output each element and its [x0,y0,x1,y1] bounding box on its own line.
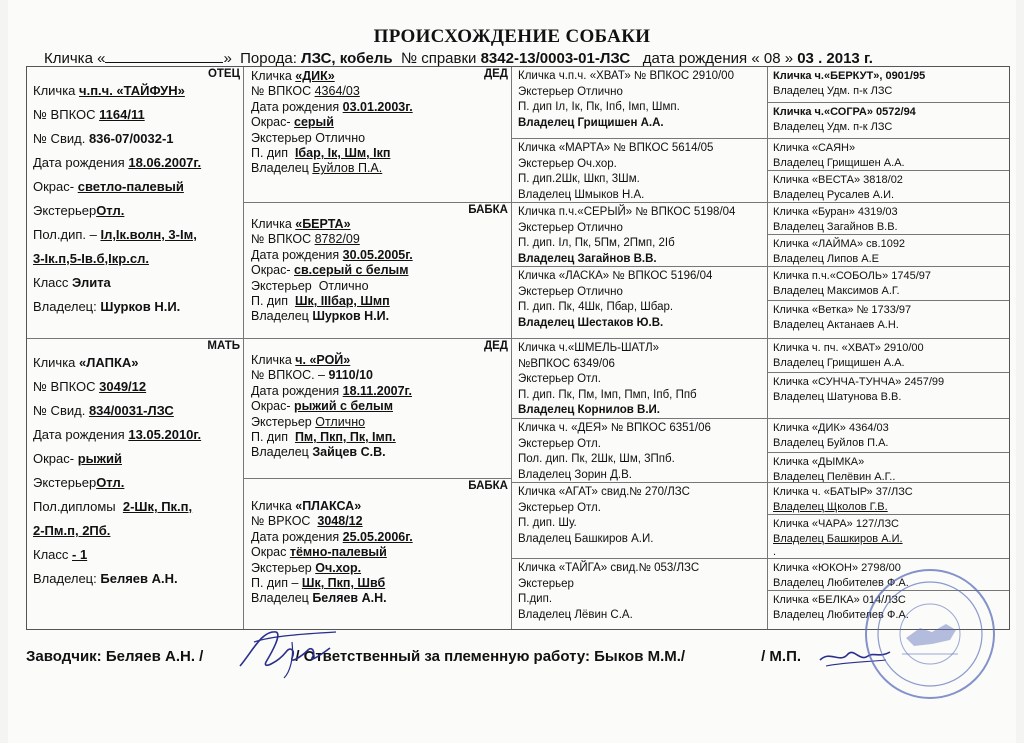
ggp-line: Кличка ч.п.ч. «ХВАТ» № ВПКОС 2910/00 [518,70,734,82]
label: Дата рождения [251,529,340,544]
mother-tag: МАТЬ [207,340,240,352]
ggp-line: П. дип. Шу. [518,517,577,530]
responsible-label: / Ответственный за племенную работу: Быков М.М./ [295,648,686,665]
ggp-line: Экстерьер Отл. [518,437,601,450]
ggp-line: Кличка п.ч.«СЕРЫЙ» № ВПКОС 5198/04 [518,206,736,218]
ggp-line: Владелец Шмыков Н.А. [518,188,645,201]
ggp-line: Владелец Грищишен А.А. [518,116,664,129]
ggp-line: П. дип. Iл, Пк, 5Пм, 2Пмп, 2Iб [518,237,675,250]
label: Дата рождения [251,99,340,114]
gggp-line: Владелец Любителев Ф.А. [773,577,909,589]
ggp-cell-3 [512,203,768,267]
mother-color: рыжий [77,451,122,466]
ggp-line: Экстерьер Отлично [518,221,623,234]
gp1-color: серый [294,115,334,130]
ggp-line: Владелец Зорин Д.В. [518,468,632,481]
label: Окрас- [251,263,291,278]
label: Дата рождения [251,247,340,262]
ggp-cell-1 [512,67,768,139]
mother-owner: Беляев А.Н. [100,571,178,586]
grandparent-cell-1 [244,67,512,203]
breeder-label: Заводчик: Беляев А.Н. / [26,648,204,665]
label: Окрас- [33,179,75,194]
ggp-cell-8 [512,559,768,629]
label: Экстерьер [251,130,312,145]
label: № ВПКОС [251,232,312,247]
label: Владелец: [33,571,97,586]
father-owner: Шурков Н.И. [100,299,181,314]
ggp-cell-5 [512,339,768,419]
gggp-line: Владелец Максимов А.Г. [773,285,900,297]
ggp-line: П. дип.2Шк, Шкп, 3Шм. [518,173,640,186]
gp2-dob: 30.05.2005г. [342,247,413,262]
label: П. дип [251,430,288,445]
label: Класс [33,547,69,562]
label: Дата рождения [33,155,125,170]
gggp-line: Владелец Шатунова В.В. [773,391,902,403]
label: № ВРКОС [251,514,311,529]
dob-label: дата рождения « 08 » [642,50,794,67]
gp4-owner: Беляев А.Н. [312,591,387,606]
gggp-line: Кличка п.ч.«СОБОЛЬ» 1745/97 [773,270,932,282]
grandparent-cell-2 [244,203,512,339]
gp3-exterior: Отлично [315,414,366,429]
label: Экстерьер [251,414,312,429]
label: Владелец [251,309,309,324]
gggp-line: Владелец Любителев Ф.А. [773,609,909,621]
mp-label: / М.П. [761,648,802,665]
gp3-name: ч. «РОЙ» [295,353,351,367]
gggp-line: Владелец Липов А.Е [773,253,880,265]
gp3-tag: ДЕД [483,340,508,352]
ggp-line: Экстерьер Отлично [518,85,623,98]
gp2-owner: Шурков Н.И. [312,309,390,324]
label: № ВПКОС. – [251,368,325,383]
gggp-line: Владелец Грищишен А.А. [773,357,905,369]
mother-vpkos: 3049/12 [99,379,147,394]
gp2-name: «БЕРТА» [295,217,351,231]
ggp-line: Владелец Шестаков Ю.В. [518,316,664,329]
father-svid: 836-07/0032-1 [88,131,174,146]
gggp-line: Владелец Щколов Г.В. [773,501,888,513]
name-blank [105,50,223,63]
father-diplomas-2: 3-Iк.п,5-Iв.б,Iкр.сл. [33,251,149,266]
gggp-line: Кличка ч.«СОГРА» 0572/94 [773,106,916,118]
pedigree-grid [26,66,1010,630]
label: Кличка [251,353,292,367]
ggp-line: Владелец Корнилов В.И. [518,404,661,417]
ggp-line: Экстерьер Отл. [518,501,601,514]
ggp-line: Владелец Загайнов В.В. [518,252,657,265]
mother-cell [27,339,244,629]
father-class: Элита [72,275,111,290]
label: Дата рождения [251,383,340,398]
gp3-vpkos: 9110/10 [328,368,373,383]
gggp-line: Владелец Удм. п-к ЛЗС [773,85,893,97]
document-title: ПРОИСХОЖДЕНИЕ СОБАКИ [373,26,651,47]
gp2-color: св.серый с белым [294,263,409,278]
father-dob: 18.06.2007г. [128,155,202,170]
gggp-line: Кличка ч. пч. «ХВАТ» 2910/00 [773,342,924,354]
gggp-cell-13 [768,483,1009,515]
mother-exterior: Отл. [96,475,125,490]
gggp-line: Владелец Буйлов П.А. [773,437,889,449]
gp4-dob: 25.05.2006г. [342,529,413,544]
gggp-line: . [773,546,777,558]
gggp-line: Кличка «ДИК» 4364/03 [773,422,889,434]
label: Экстерьер [251,560,312,575]
mother-name: «ЛАПКА» [79,355,139,370]
gp1-owner: Буйлов П.А. [312,161,383,176]
breed-label: Порода: [240,50,297,67]
label: № Свид. [33,403,86,418]
gggp-cell-1 [768,67,1009,103]
gggp-cell-10 [768,373,1009,419]
gggp-line: Владелец Удм. п-к ЛЗС [773,121,893,133]
label: Окрас- [251,115,291,130]
gggp-line: Кличка «БЕЛКА» 014/ЛЗС [773,594,906,606]
mother-dob: 13.05.2010г. [128,427,202,442]
mother-diplomas-1: 2-Шк, Пк.п, [122,499,193,514]
label: Кличка [251,69,292,83]
ggp-cell-4 [512,267,768,339]
gp2-exterior: Отлично [318,278,369,293]
gp2-tag: БАБКА [468,204,508,216]
father-cell [27,67,244,339]
ggp-line: Пол. дип. Пк, 2Шк, Шм, 3Ппб. [518,453,675,466]
gggp-cell-14 [768,515,1009,559]
label: Владелец [251,591,309,606]
father-name: ч.п.ч. «ТАЙФУН» [79,83,185,98]
gggp-line: Кличка «ДЫМКА» [773,456,865,468]
ggp-cell-7 [512,483,768,559]
mother-svid: 834/0031-ЛЗС [88,403,174,418]
dog-header [44,50,1004,67]
gggp-line: Кличка «САЯН» [773,142,856,154]
label: Владелец [251,161,309,176]
gggp-cell-4 [768,171,1009,203]
breeder-signature [232,622,342,682]
ggp-line: Экстерьер Оч.хор. [518,157,617,170]
gp3-dob: 18.11.2007г. [342,383,412,398]
father-exterior: Отл. [96,203,125,218]
label: № ВПКОС [33,107,96,122]
label: Класс [33,275,69,290]
ggp-line: П.дип. [518,593,553,606]
ggp-line: Владелец Башкиров А.И. [518,532,654,545]
label: Пол.дип. – [33,227,97,242]
cert-label: № справки [400,50,477,67]
gggp-line: Владелец Башкиров А.И. [773,533,903,545]
gggp-cell-12 [768,453,1009,483]
father-vpkos: 1164/11 [99,107,145,122]
label: Кличка [33,83,76,98]
gggp-cell-2 [768,103,1009,139]
gggp-line: Владелец Пелёвин А.Г.. [773,471,896,483]
gggp-cell-9 [768,339,1009,373]
label: Кличка [33,355,76,370]
gggp-line: Кличка ч. «БАТЫР» 37/ЛЗС [773,486,913,498]
ggp-line: №ВПКОС 6349/06 [518,357,615,370]
gp2-diplomas: Шк, IIIбар, Шмп [294,294,390,309]
label: Владелец: [33,299,97,314]
gp4-color: тёмно-палевый [289,545,387,560]
gggp-cell-7 [768,267,1009,301]
gggp-line: Кличка «СУНЧА-ТУНЧА» 2457/99 [773,376,945,388]
label: П. дип [251,146,288,161]
cert-value: 8342-13/0003-01-ЛЗС [480,50,631,67]
ggp-line: Экстерьер [518,577,574,590]
ggp-line: П. дип. Пк, 4Шк, Пбар, Шбар. [518,301,674,314]
ggp-cell-6 [512,419,768,483]
label: П. дип – [251,576,299,591]
breed-value: ЛЗС, кобель [301,50,393,67]
label: Экстерьер [251,278,312,293]
label: Окрас [251,545,287,560]
label: Окрас- [33,451,75,466]
label: Кличка [251,499,292,513]
gp1-diplomas: Iбар, Iк, Шм, Iкп [294,146,391,161]
label: Экстерьер [33,475,97,490]
gggp-line: Владелец Русалев А.И. [773,189,895,201]
label: Кличка [251,217,292,231]
footer [26,648,801,665]
name-label: Кличка « [44,50,106,67]
gp3-diplomas: Пм, Пкп, Пк, Iмп. [294,430,396,445]
gggp-line: Кличка «ВЕСТА» 3818/02 [773,174,903,186]
gggp-line: Кличка «ЛАЙМА» св.1092 [773,238,906,250]
ggp-line: П. дип Iл, Iк, Пк, Iпб, Iмп, Шмп. [518,101,680,114]
father-color: светло-палевый [77,179,184,194]
gp1-tag: ДЕД [483,68,508,80]
mother-class: - 1 [72,547,88,562]
ggp-line: Экстерьер Отлично [518,285,623,298]
gggp-cell-5 [768,203,1009,235]
gp1-exterior: Отлично [315,130,366,145]
label: № ВПКОС [33,379,96,394]
label: Пол.дипломы [33,499,116,514]
gp4-tag: БАБКА [468,480,508,492]
official-seal [862,566,998,702]
ggp-line: П. дип. Пк, Пм, Iмп, Пмп, Iпб, Ппб [518,388,697,401]
gggp-cell-11 [768,419,1009,453]
gp4-vpkos: 3048/12 [317,514,363,529]
gggp-line: Владелец Актанаев А.Н. [773,319,899,331]
gp2-vpkos: 8782/09 [314,232,360,247]
label: Владелец [251,445,309,460]
label: П. дип [251,294,288,309]
gp1-vpkos: 4364/03 [314,84,360,99]
ggp-line: Кличка ч. «ДЕЯ» № ВПКОС 6351/06 [518,422,711,434]
gp3-owner: Зайцев С.В. [312,445,386,460]
gp4-diplomas: Шк, Пкп, Швб [301,576,386,591]
gggp-cell-8 [768,301,1009,339]
gp4-name: «ПЛАКСА» [295,499,362,513]
father-tag: ОТЕЦ [207,68,240,80]
label: № ВПКОС [251,84,312,99]
grandparent-cell-3 [244,339,512,479]
ggp-line: Экстерьер Отл. [518,373,601,386]
mother-diplomas-2: 2-Пм.п, 2Пб. [33,523,111,538]
gp1-dob: 03.01.2003г. [342,99,413,114]
ggp-line: Кличка ч.«ШМЕЛЬ-ШАТЛ» [518,342,660,354]
grandparent-cell-4 [244,479,512,629]
gggp-line: Кличка «Буран» 4319/03 [773,206,898,218]
gp4-exterior: Оч.хор. [315,560,362,575]
ggp-line: Владелец Лёвин С.А. [518,608,633,621]
dob-value: 03 . 2013 г. [797,50,873,67]
ggp-line: Кличка «ЛАСКА» № ВПКОС 5196/04 [518,270,713,282]
label: № Свид. [33,131,86,146]
gggp-line: Кличка «ЮКОН» 2798/00 [773,562,901,574]
gggp-line: Кличка «Ветка» № 1733/97 [773,304,912,316]
ggp-cell-2 [512,139,768,203]
ggp-line: Кличка «ТАЙГА» свид.№ 053/ЛЗС [518,562,700,574]
gggp-line: Кличка ч.«БЕРКУТ», 0901/95 [773,70,926,82]
label: Окрас- [251,399,291,414]
ggp-line: Кличка «МАРТА» № ВПКОС 5614/05 [518,142,714,154]
gp3-color: рыжий с белым [294,399,393,414]
gggp-cell-3 [768,139,1009,171]
gp1-name: «ДИК» [295,69,335,83]
gggp-line: Кличка «ЧАРА» 127/ЛЗС [773,518,899,530]
ggp-line: Кличка «АГАТ» свид.№ 270/ЛЗС [518,486,690,498]
name-close: » [223,50,232,67]
gggp-line: Владелец Грищишен А.А. [773,157,905,169]
gggp-cell-6 [768,235,1009,267]
father-diplomas-1: Iл,Iк.волн, 3-Iм, [100,227,197,242]
gggp-line: Владелец Загайнов В.В. [773,221,898,233]
label: Экстерьер [33,203,97,218]
label: Дата рождения [33,427,125,442]
